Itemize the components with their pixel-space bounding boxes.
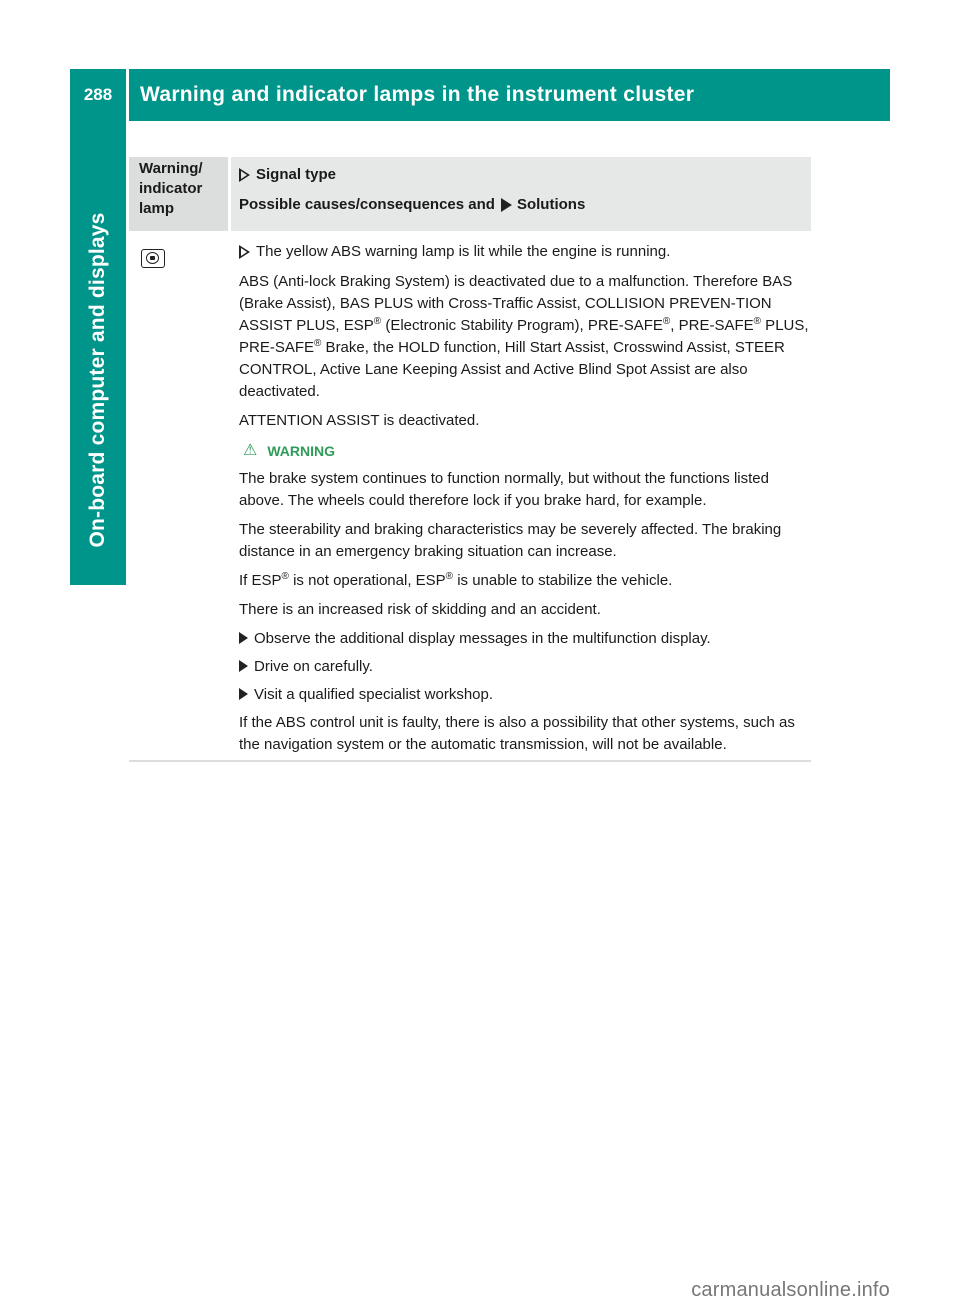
col1-header-line: lamp (139, 200, 175, 217)
solution-step (239, 684, 811, 706)
warning-paragraph: There is an increased risk of skidding and an accident. (239, 601, 601, 618)
side-tab-label: On-board computer and displays (86, 212, 109, 548)
col2-header (231, 157, 811, 231)
col2-header-causes (239, 193, 811, 217)
watermark: carmanualsonline.info (691, 1279, 890, 1301)
solutions-label: Solutions (516, 196, 586, 213)
table-bottom-rule (129, 760, 811, 762)
step-arrow-icon (239, 688, 248, 700)
lamp-cell (129, 241, 228, 763)
table-header (129, 157, 811, 231)
attention-assist-paragraph: ATTENTION ASSIST is deactivated. (239, 412, 480, 429)
lamp-table (129, 157, 811, 763)
final-paragraph: If the ABS control unit is faulty, there is also a possibility that other systems, such as the navigation system or the automatic transmission, will not be available. (239, 714, 795, 753)
signal-triangle-icon (239, 168, 250, 182)
warning-label: WARNING (267, 443, 336, 459)
signal-description: The yellow ABS warning lamp is lit while the engine is running. (256, 243, 671, 260)
table-row (129, 231, 811, 763)
step-text: Drive on carefully. (254, 658, 373, 675)
abs-warning-lamp-icon (141, 249, 165, 268)
solution-arrow-icon (501, 198, 512, 212)
description-cell (231, 241, 811, 763)
header-divider (126, 69, 129, 121)
signal-triangle-icon (239, 245, 250, 259)
step-arrow-icon (239, 660, 248, 672)
col1-header (129, 157, 228, 231)
signal-text (239, 241, 811, 263)
warning-paragraph: If ESP® is not operational, ESP® is unable to stabilize the vehicle. (239, 571, 673, 589)
step-text: Visit a qualified specialist workshop. (254, 686, 494, 703)
warning-triangle-icon: ⚠ (243, 442, 258, 459)
warning-heading (239, 440, 811, 462)
page-number: 288 (83, 85, 113, 104)
signal-type-label: Signal type (256, 166, 337, 183)
col2-header-signal (239, 163, 811, 187)
step-text: Observe the additional display messages in the multifunction display. (254, 630, 711, 647)
col1-header-line: indicator (139, 180, 203, 197)
solution-step (239, 656, 811, 678)
col1-header-line: Warning/ (139, 160, 203, 177)
solution-step (239, 628, 811, 650)
causes-label: Possible causes/consequences and (239, 196, 495, 213)
page-title: Warning and indicator lamps in the instrument cluster (140, 83, 695, 106)
warning-paragraph: The brake system continues to function normally, but without the functions listed above. The wheels could therefore lock if you brake hard, for example. (239, 470, 769, 509)
consequence-paragraph: ABS (Anti-lock Braking System) is deactivated due to a malfunction. Therefore BAS (Brake Assist), BAS PLUS with Cross-Traffic Assist, COLLISION PREVEN-TION ASSIST PLUS, ESP® (Electronic Stability Program), PRE-SAFE®, PRE-SAFE® PLUS, PRE-SAFE® Brake, the HOLD function, Hill Start Assist, Crosswind Assist, STEER CONTROL, Active Lane Keeping Assist and Active Blind Spot Assist are also deactivated. (239, 273, 809, 400)
step-arrow-icon (239, 632, 248, 644)
warning-paragraph: The steerability and braking characteristics may be severely affected. The braking distance in an emergency braking situation can increase. (239, 521, 782, 560)
